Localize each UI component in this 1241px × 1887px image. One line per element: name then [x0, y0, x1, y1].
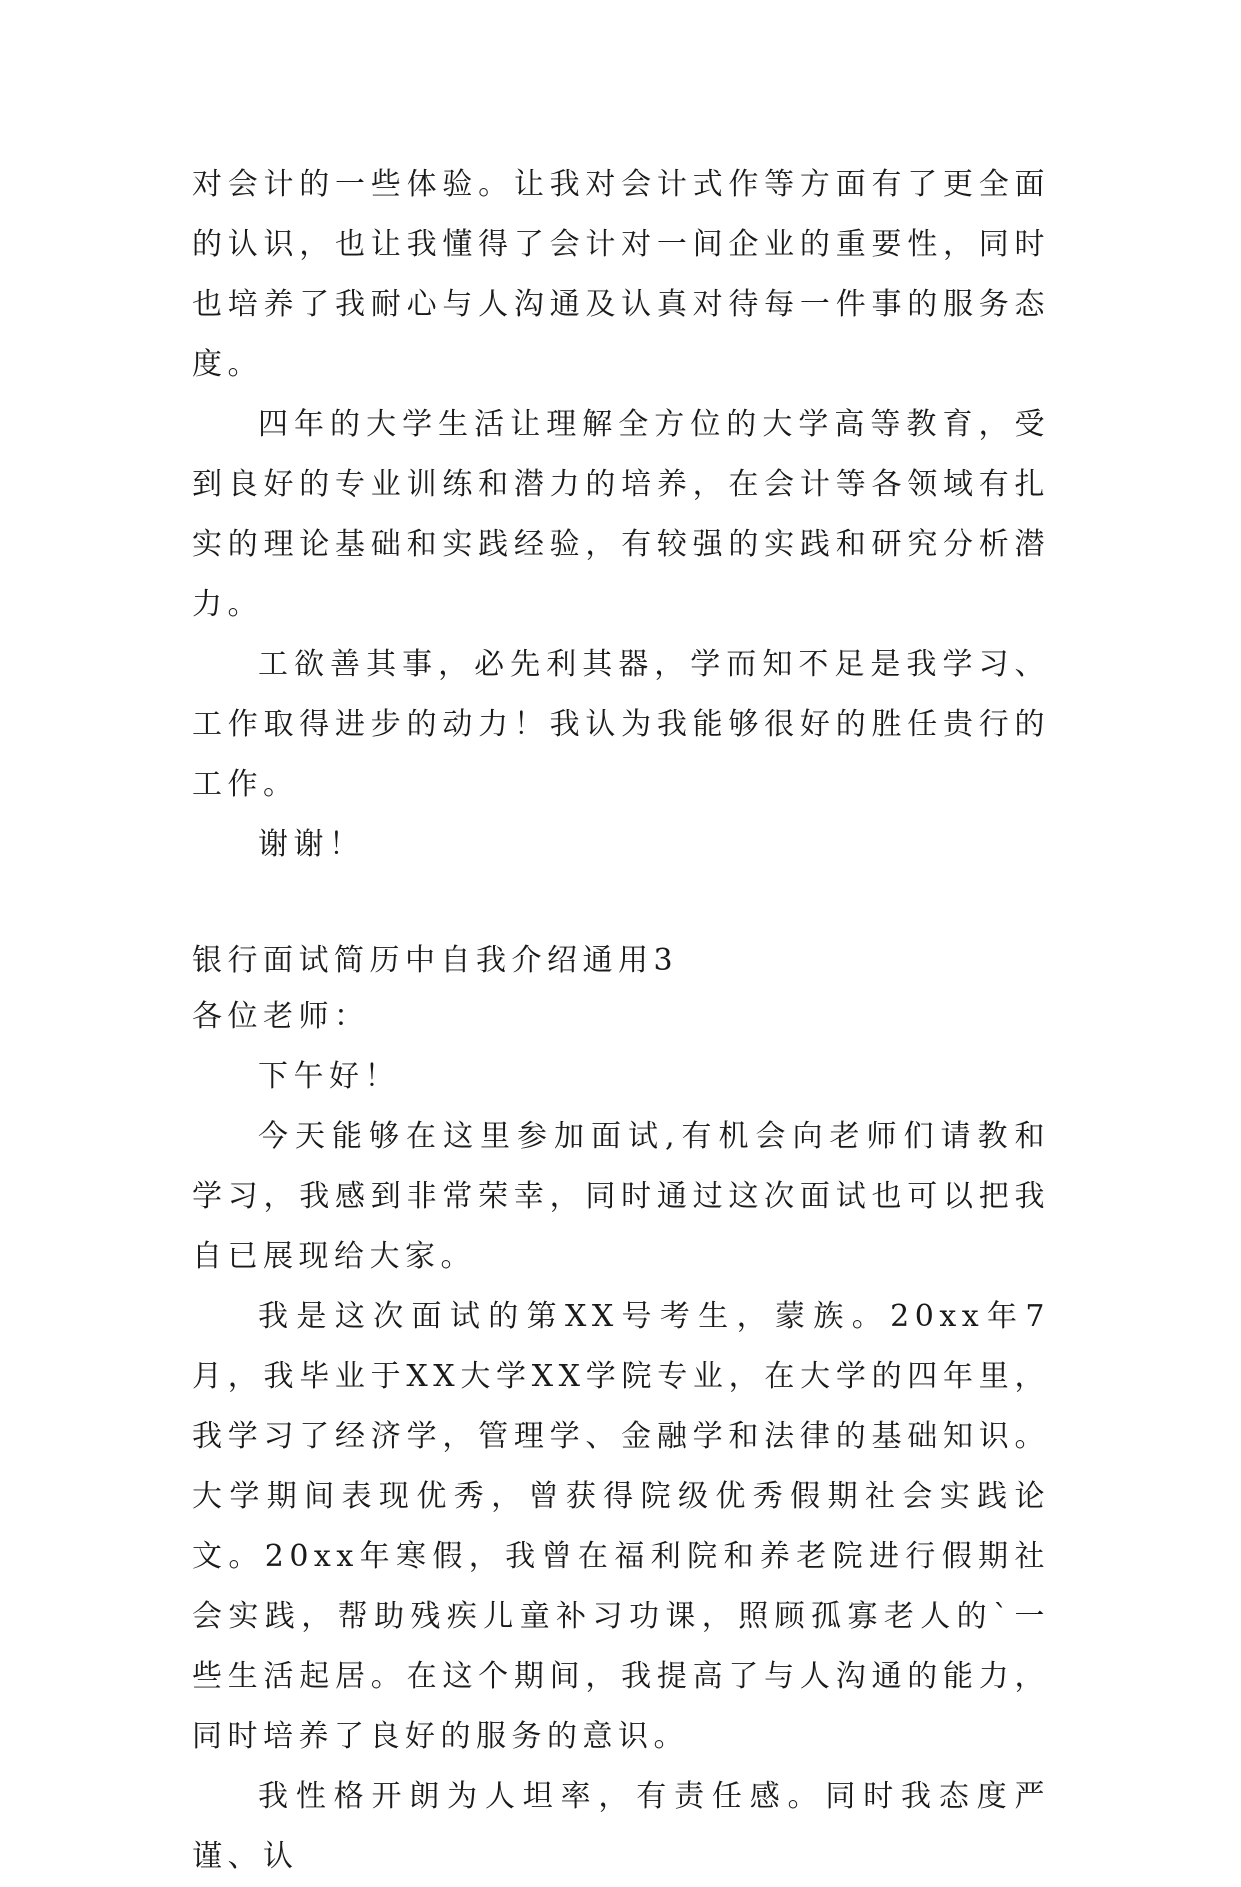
- paragraph-greeting: 下午好！: [258, 1059, 400, 1094]
- paragraph-honored: 今天能够在这里参加面试,有机会向老师们请教和学习，我感到非常荣幸，同时通过这次面试也可以把我自已展现给大家。: [192, 1119, 1050, 1274]
- paragraph-background: 我是这次面试的第XX号考生，蒙族。20xx年7月，我毕业于XX大学XX学院专业，在大学的四年里，我学习了经济学，管理学、金融学和法律的基础知识。大学期间表现优秀，曾获得院级优秀假期社会实践论文。20xx年寒假，我曾在福利院和养老院进行假期社会实践，帮助残疾儿童补习功课，照顾孤寡老人的`一些生活起居。在这个期间，我提高了与人沟通的能力，同时培养了良好的服务的意识。: [192, 1299, 1050, 1754]
- paragraph-accounting-experience: 对会计的一些体验。让我对会计式作等方面有了更全面的认识，也让我懂得了会计对一间企业的重要性，同时也培养了我耐心与人沟通及认真对待每一件事的服务态度。: [192, 167, 1050, 382]
- paragraph-university-education: 四年的大学生活让理解全方位的大学高等教育，受到良好的专业训练和潜力的培养，在会计等各领域有扎实的理论基础和实践经验，有较强的实践和研究分析潜力。: [192, 407, 1050, 622]
- salutation: 各位老师：: [192, 999, 370, 1034]
- document-page: [192, 155, 1050, 1887]
- section-title: 银行面试简历中自我介绍通用3: [192, 943, 679, 978]
- paragraph-thanks: 谢谢！: [258, 827, 365, 862]
- paragraph-personality: 我性格开朗为人坦率，有责任感。同时我态度严谨、认: [192, 1779, 1050, 1874]
- paragraph-motivation: 工欲善其事，必先利其器，学而知不足是我学习、工作取得进步的动力！我认为我能够很好的胜任贵行的工作。: [192, 647, 1050, 802]
